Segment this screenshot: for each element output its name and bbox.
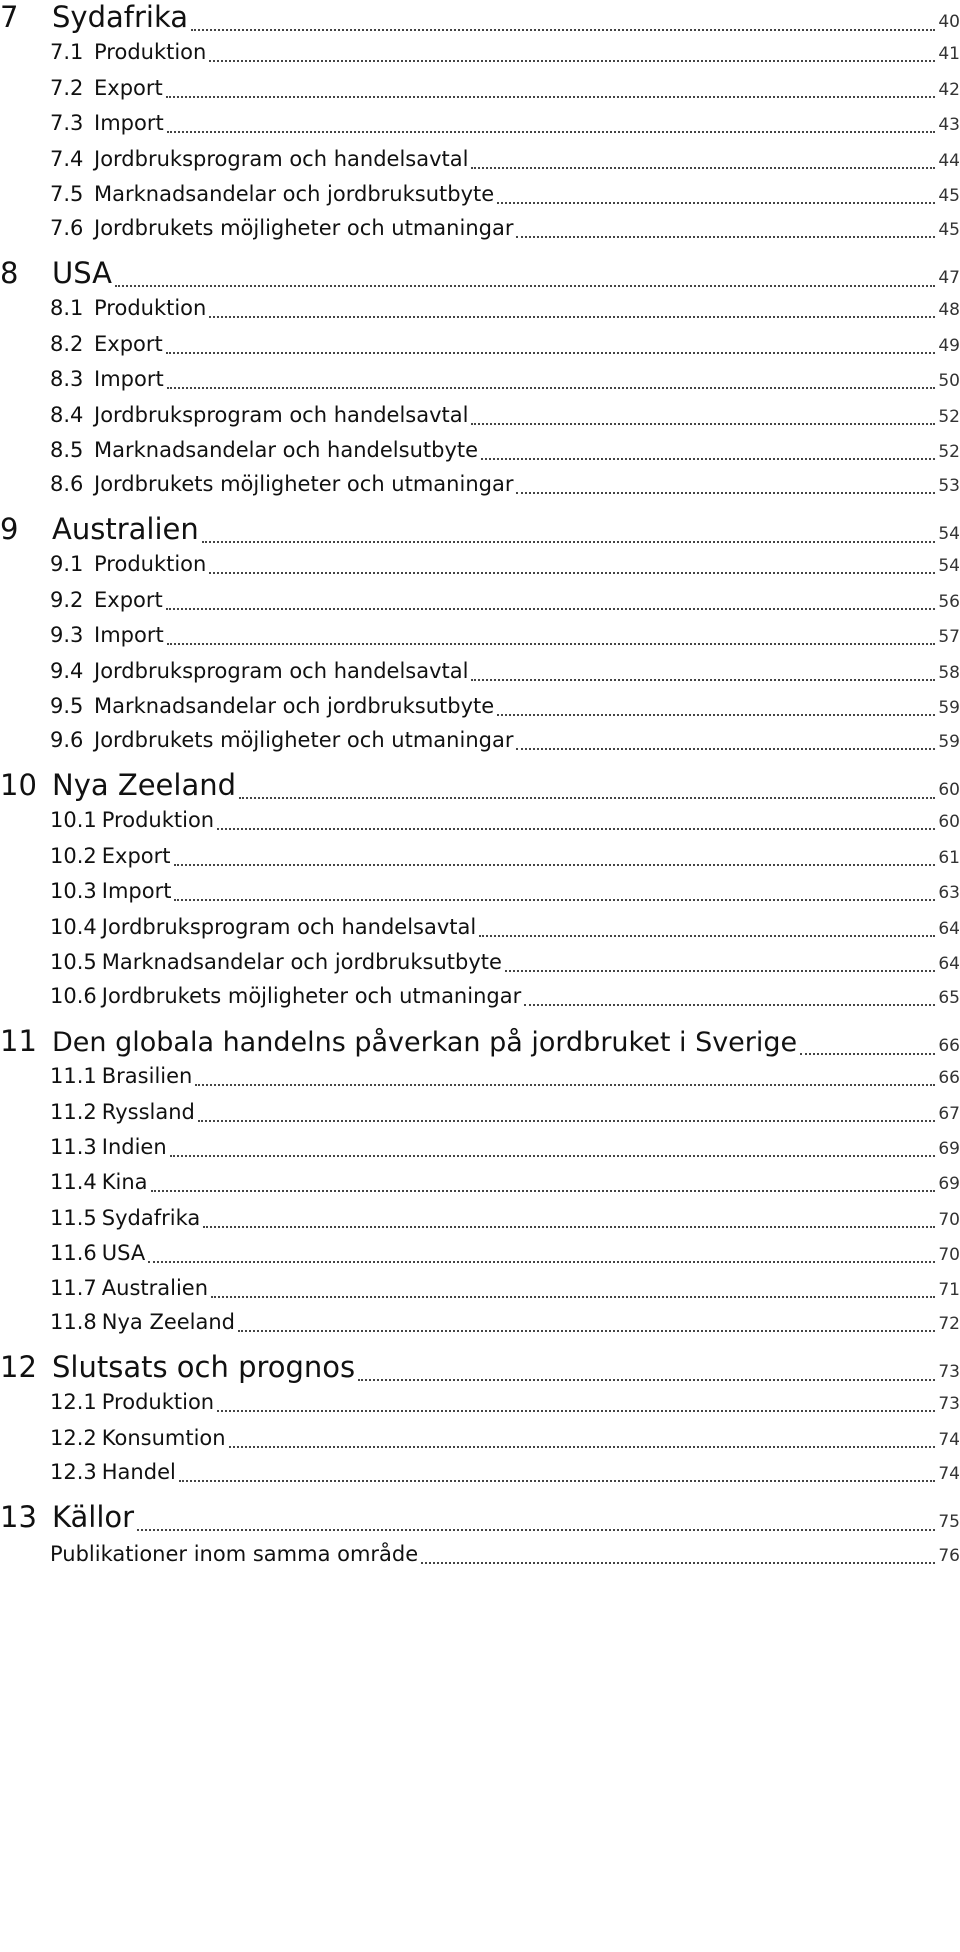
toc-page: 66 [938,1036,960,1056]
toc-section-12-3[interactable] [50,1460,960,1488]
toc-number: 7.3 [50,111,84,135]
dot-leader [217,1410,935,1412]
toc-page: 56 [938,592,960,612]
toc-number: 9.5 [50,694,84,718]
toc-title: Den globala handelns påverkan på jordbruket i Sverige [52,1027,798,1058]
toc-number: 10.3 [50,879,97,903]
toc-section-9-4[interactable] [50,659,960,687]
toc-section-8-1[interactable] [50,296,960,324]
toc-title: Slutsats och prognos [52,1350,356,1384]
toc-page: 54 [938,524,960,544]
toc-number: 9.1 [50,552,84,576]
toc-section-10-1[interactable] [50,808,960,836]
dot-leader [151,1190,936,1192]
toc-number: 10 [0,768,37,802]
toc-page: 72 [938,1314,960,1334]
toc-page: 67 [938,1104,960,1124]
toc-page: 65 [938,988,960,1008]
dot-leader [198,1120,935,1122]
toc-chapter-11[interactable] [0,1024,960,1062]
toc-title: Sydafrika [101,1206,201,1230]
toc-title: Export [94,588,163,612]
toc-section-8-2[interactable] [50,332,960,360]
dot-leader [166,352,936,354]
dot-leader [358,1379,935,1381]
dot-leader [167,387,936,389]
toc-page: 52 [938,407,960,427]
toc-section-7-1[interactable] [50,40,960,68]
toc-title: Marknadsandelar och jordbruksutbyte [94,694,495,718]
dot-leader [209,316,935,318]
toc-section-10-4[interactable] [50,915,960,943]
toc-number: 10.5 [50,950,97,974]
toc-title: Export [101,844,171,868]
toc-section-9-2[interactable] [50,588,960,616]
toc-title: Kina [101,1170,148,1194]
toc-number: 12.3 [50,1460,97,1484]
toc-section-11-1[interactable] [50,1064,960,1092]
dot-leader [202,541,936,543]
toc-number: 10.1 [50,808,97,832]
toc-chapter-12[interactable] [0,1350,960,1388]
toc-number: 11.2 [50,1100,97,1124]
dot-leader [497,202,935,204]
toc-title: Import [101,879,172,903]
dot-leader [167,131,936,133]
toc-number: 10.4 [50,915,97,939]
toc-page: 53 [938,476,960,496]
toc-chapter-8[interactable] [0,256,960,294]
toc-chapter-13[interactable] [0,1500,960,1538]
toc-number: 10.2 [50,844,97,868]
toc-section-11-6[interactable] [50,1241,960,1269]
dot-leader [217,828,935,830]
dot-leader [516,492,935,494]
toc-section-7-4[interactable] [50,147,960,175]
dot-leader [115,285,935,287]
toc-page: 63 [938,883,960,903]
toc-page: 57 [938,627,960,647]
toc-section-8-6[interactable] [50,472,960,500]
toc-page: 58 [938,663,960,683]
toc-section-11-4[interactable] [50,1170,960,1198]
toc-title: Marknadsandelar och jordbruksutbyte [94,182,495,206]
dot-leader [167,643,936,645]
toc-number: 11.8 [50,1310,97,1334]
toc-section-10-2[interactable] [50,844,960,872]
dot-leader [229,1446,936,1448]
toc-section-11-3[interactable] [50,1135,960,1163]
toc-title: Export [94,332,163,356]
toc-section-7-2[interactable] [50,76,960,104]
toc-number: 10.6 [50,984,97,1008]
toc-title: Ryssland [101,1100,195,1124]
toc-section-9-6[interactable] [50,728,960,756]
dot-leader [516,748,935,750]
toc-number: 11.6 [50,1241,97,1265]
toc-section-9-1[interactable] [50,552,960,580]
toc-section-12-2[interactable] [50,1426,960,1454]
dot-leader [516,236,935,238]
toc-title: Import [94,623,164,647]
toc-page: 73 [938,1362,960,1382]
toc-page: 44 [938,151,960,171]
toc-section-12-1[interactable] [50,1390,960,1418]
dot-leader [211,1296,935,1298]
toc-page: 43 [938,115,960,135]
toc-chapter-9[interactable] [0,512,960,550]
toc-page: 60 [938,780,960,800]
dot-leader [800,1053,935,1055]
toc-title: Import [94,367,164,391]
dot-leader [191,29,935,31]
toc-section-10-6[interactable] [50,984,960,1012]
toc-number: 7.2 [50,76,84,100]
toc-page: 69 [938,1139,960,1159]
toc-number: 12 [0,1350,37,1384]
toc-number: 11.3 [50,1135,97,1159]
toc-title: Nya Zeeland [101,1310,236,1334]
toc-page: 76 [938,1546,960,1566]
dot-leader [471,679,935,681]
dot-leader [471,167,935,169]
toc-section-11-7[interactable] [50,1276,960,1304]
toc-number: 9.4 [50,659,84,683]
toc-title: Jordbruksprogram och handelsavtal [94,147,469,171]
toc-section-10-5[interactable] [50,950,960,978]
toc-section-9-3[interactable] [50,623,960,651]
toc-page: 61 [938,848,960,868]
toc-title: Produktion [101,1390,215,1414]
dot-leader [209,572,935,574]
toc-page: 71 [938,1280,960,1300]
toc-section-10-3[interactable] [50,879,960,907]
toc-number: 9.2 [50,588,84,612]
toc-chapter-10[interactable] [0,768,960,806]
dot-leader [170,1155,936,1157]
toc-title: Australien [52,512,199,546]
toc-title: Produktion [94,552,207,576]
dot-leader [505,970,935,972]
toc-number: 11.5 [50,1206,97,1230]
toc-page: 52 [938,442,960,462]
toc-title: Australien [101,1276,209,1300]
dot-leader [174,899,935,901]
dot-leader [524,1004,935,1006]
toc-chapter-7[interactable] [0,0,960,38]
toc-title: Jordbrukets möjligheter och utmaningar [94,472,514,496]
toc-number: 8.6 [50,472,84,496]
dot-leader [479,935,935,937]
toc-page: 74 [938,1430,960,1450]
toc-page: 47 [938,268,960,288]
toc-section-7-5[interactable] [50,182,960,210]
toc-number: 9 [0,512,19,546]
toc-section-8-3[interactable] [50,367,960,395]
toc-title: Marknadsandelar och handelsutbyte [94,438,479,462]
toc-number: 9.6 [50,728,84,752]
toc-number: 8.1 [50,296,84,320]
toc-title: Jordbrukets möjligheter och utmaningar [94,216,514,240]
toc-title: Konsumtion [101,1426,226,1450]
toc-page: 64 [938,919,960,939]
toc-title: Jordbruksprogram och handelsavtal [94,659,469,683]
toc-page: 40 [938,12,960,32]
toc-page: 50 [938,371,960,391]
toc-page: 70 [938,1245,960,1265]
dot-leader [471,423,935,425]
toc-page: 70 [938,1210,960,1230]
dot-leader [174,864,936,866]
toc-section-11-2[interactable] [50,1100,960,1128]
toc-title: Indien [101,1135,167,1159]
toc-page: 49 [938,336,960,356]
toc-page: 54 [938,556,960,576]
toc-number: 7.5 [50,182,84,206]
toc-number: 12.1 [50,1390,97,1414]
toc-page: 64 [938,954,960,974]
toc-page: 59 [938,732,960,752]
toc-page: 69 [938,1174,960,1194]
toc-title: Publikationer inom samma område [50,1542,419,1566]
dot-leader [239,797,935,799]
toc-title: Nya Zeeland [52,768,237,802]
toc-title: Källor [52,1500,135,1534]
toc-number: 12.2 [50,1426,97,1450]
toc-number: 8 [0,256,19,290]
toc-page: 48 [938,300,960,320]
toc-title: Jordbruksprogram och handelsavtal [101,915,477,939]
toc-title: Jordbrukets möjligheter och utmaningar [101,984,522,1008]
toc-page: 41 [938,44,960,64]
toc-title: Brasilien [101,1064,193,1088]
toc-page: 45 [938,186,960,206]
dot-leader [166,96,936,98]
toc-number: 7.4 [50,147,84,171]
toc-title: Sydafrika [52,0,188,34]
toc-page: 66 [938,1068,960,1088]
toc-title: Produktion [94,296,207,320]
toc-number: 9.3 [50,623,84,647]
toc-number: 11 [0,1024,37,1058]
toc-title: Produktion [94,40,207,64]
dot-leader [179,1480,936,1482]
toc-number: 8.4 [50,403,84,427]
toc-title: Jordbrukets möjligheter och utmaningar [94,728,514,752]
dot-leader [203,1226,935,1228]
toc-number: 11.7 [50,1276,97,1300]
toc-title: Jordbruksprogram och handelsavtal [94,403,469,427]
dot-leader [209,60,935,62]
toc-title: USA [52,256,113,290]
dot-leader [497,714,935,716]
toc-page: 74 [938,1464,960,1484]
toc-number: 11.1 [50,1064,97,1088]
toc-page: 73 [938,1394,960,1414]
toc-title: Import [94,111,164,135]
toc-section-7-6[interactable] [50,216,960,244]
dot-leader [137,1529,935,1531]
toc-section-9-5[interactable] [50,694,960,722]
dot-leader [148,1261,935,1263]
toc-number: 13 [0,1500,37,1534]
dot-leader [238,1330,935,1332]
toc-title: Handel [101,1460,176,1484]
toc-number: 8.3 [50,367,84,391]
toc-number: 8.5 [50,438,84,462]
toc-section-8-5[interactable] [50,438,960,466]
toc-number: 7.1 [50,40,84,64]
toc-section-publications[interactable] [50,1542,960,1570]
toc-page: 60 [938,812,960,832]
dot-leader [421,1562,935,1564]
toc-section-11-8[interactable] [50,1310,960,1338]
toc-page: 59 [938,698,960,718]
toc-page: 75 [938,1512,960,1532]
toc-title: USA [101,1241,146,1265]
toc-section-11-5[interactable] [50,1206,960,1234]
toc-page: 45 [938,220,960,240]
dot-leader [166,608,936,610]
toc-title: Marknadsandelar och jordbruksutbyte [101,950,502,974]
toc-number: 7.6 [50,216,84,240]
dot-leader [195,1084,935,1086]
toc-number: 11.4 [50,1170,97,1194]
toc-number: 7 [0,0,19,34]
toc-title: Produktion [101,808,215,832]
toc-number: 8.2 [50,332,84,356]
toc-page: 42 [938,80,960,100]
toc-section-7-3[interactable] [50,111,960,139]
toc-section-8-4[interactable] [50,403,960,431]
toc-title: Export [94,76,163,100]
dot-leader [481,458,935,460]
